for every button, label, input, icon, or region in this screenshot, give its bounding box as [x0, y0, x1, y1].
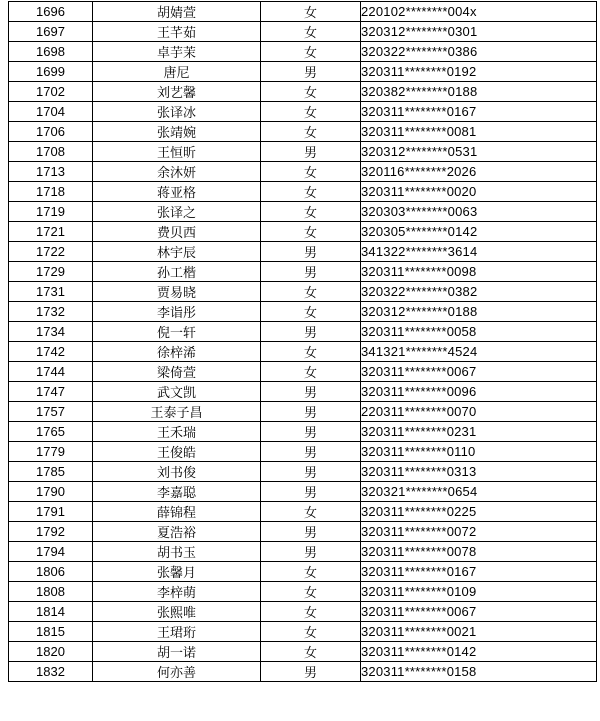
student-id-cell: 1779	[9, 442, 93, 462]
table-row	[9, 182, 597, 202]
id-card-number-cell: 320311********0192	[361, 62, 597, 82]
student-id-cell: 1719	[9, 202, 93, 222]
gender-cell: 女	[261, 562, 361, 582]
id-card-number-cell: 320311********0110	[361, 442, 597, 462]
id-card-number-cell: 320312********0301	[361, 22, 597, 42]
table-row	[9, 582, 597, 602]
table-row	[9, 542, 597, 562]
table-row	[9, 42, 597, 62]
table-row	[9, 142, 597, 162]
student-id-cell: 1721	[9, 222, 93, 242]
student-name-cell: 胡书玉	[93, 542, 261, 562]
gender-cell: 男	[261, 662, 361, 682]
table-row	[9, 2, 597, 22]
id-card-number-cell: 220102********004x	[361, 2, 597, 22]
gender-cell: 女	[261, 82, 361, 102]
gender-cell: 女	[261, 622, 361, 642]
table-row	[9, 82, 597, 102]
student-name-cell: 张译冰	[93, 102, 261, 122]
id-card-number-cell: 320311********0020	[361, 182, 597, 202]
student-name-cell: 徐梓浠	[93, 342, 261, 362]
student-id-cell: 1708	[9, 142, 93, 162]
student-id-cell: 1732	[9, 302, 93, 322]
id-card-number-cell: 320311********0067	[361, 362, 597, 382]
id-card-number-cell: 220311********0070	[361, 402, 597, 422]
gender-cell: 男	[261, 262, 361, 282]
student-id-cell: 1820	[9, 642, 93, 662]
gender-cell: 女	[261, 582, 361, 602]
student-name-cell: 倪一轩	[93, 322, 261, 342]
student-id-cell: 1713	[9, 162, 93, 182]
student-id-cell: 1718	[9, 182, 93, 202]
gender-cell: 男	[261, 62, 361, 82]
table-row	[9, 222, 597, 242]
student-id-cell: 1704	[9, 102, 93, 122]
student-name-cell: 余沐妍	[93, 162, 261, 182]
student-id-cell: 1806	[9, 562, 93, 582]
table-row	[9, 322, 597, 342]
gender-cell: 女	[261, 362, 361, 382]
id-card-number-cell: 341321********4524	[361, 342, 597, 362]
table-row	[9, 202, 597, 222]
id-card-number-cell: 320311********0225	[361, 502, 597, 522]
student-name-cell: 武文凯	[93, 382, 261, 402]
gender-cell: 女	[261, 122, 361, 142]
gender-cell: 女	[261, 202, 361, 222]
table-row	[9, 242, 597, 262]
student-id-cell: 1699	[9, 62, 93, 82]
gender-cell: 男	[261, 462, 361, 482]
student-id-cell: 1792	[9, 522, 93, 542]
table-row	[9, 162, 597, 182]
table-row	[9, 362, 597, 382]
student-name-cell: 孙工楷	[93, 262, 261, 282]
id-card-number-cell: 320311********0021	[361, 622, 597, 642]
student-name-cell: 胡婧萱	[93, 2, 261, 22]
table-row	[9, 102, 597, 122]
student-name-cell: 王禾瑞	[93, 422, 261, 442]
id-card-number-cell: 320303********0063	[361, 202, 597, 222]
table-row	[9, 342, 597, 362]
table-row	[9, 262, 597, 282]
id-card-number-cell: 320311********0078	[361, 542, 597, 562]
id-card-number-cell: 320311********0098	[361, 262, 597, 282]
student-id-cell: 1794	[9, 542, 93, 562]
student-name-cell: 王泰子昌	[93, 402, 261, 422]
student-name-cell: 王珺珩	[93, 622, 261, 642]
student-id-cell: 1698	[9, 42, 93, 62]
gender-cell: 男	[261, 402, 361, 422]
student-id-cell: 1702	[9, 82, 93, 102]
gender-cell: 女	[261, 502, 361, 522]
table-row	[9, 302, 597, 322]
student-id-cell: 1815	[9, 622, 93, 642]
gender-cell: 女	[261, 102, 361, 122]
student-id-cell: 1747	[9, 382, 93, 402]
roster-body	[9, 2, 597, 682]
student-id-cell: 1696	[9, 2, 93, 22]
table-row	[9, 522, 597, 542]
student-name-cell: 张熙唯	[93, 602, 261, 622]
student-id-cell: 1722	[9, 242, 93, 262]
student-name-cell: 王俊皓	[93, 442, 261, 462]
student-id-cell: 1757	[9, 402, 93, 422]
student-id-cell: 1697	[9, 22, 93, 42]
id-card-number-cell: 320321********0654	[361, 482, 597, 502]
table-row	[9, 462, 597, 482]
id-card-number-cell: 320311********0142	[361, 642, 597, 662]
student-id-cell: 1744	[9, 362, 93, 382]
student-name-cell: 李诣彤	[93, 302, 261, 322]
id-card-number-cell: 320311********0109	[361, 582, 597, 602]
gender-cell: 男	[261, 242, 361, 262]
id-card-number-cell: 320322********0386	[361, 42, 597, 62]
student-name-cell: 张靖婉	[93, 122, 261, 142]
id-card-number-cell: 320311********0096	[361, 382, 597, 402]
id-card-number-cell: 320116********2026	[361, 162, 597, 182]
id-card-number-cell: 320311********0313	[361, 462, 597, 482]
id-card-number-cell: 320311********0058	[361, 322, 597, 342]
student-roster-table	[8, 1, 597, 682]
gender-cell: 女	[261, 182, 361, 202]
gender-cell: 男	[261, 142, 361, 162]
student-name-cell: 李嘉聪	[93, 482, 261, 502]
gender-cell: 男	[261, 322, 361, 342]
gender-cell: 女	[261, 222, 361, 242]
student-name-cell: 李梓萌	[93, 582, 261, 602]
student-id-cell: 1790	[9, 482, 93, 502]
student-name-cell: 胡一诺	[93, 642, 261, 662]
id-card-number-cell: 320311********0167	[361, 562, 597, 582]
table-row	[9, 402, 597, 422]
gender-cell: 男	[261, 542, 361, 562]
id-card-number-cell: 320311********0158	[361, 662, 597, 682]
table-row	[9, 22, 597, 42]
table-row	[9, 422, 597, 442]
table-row	[9, 442, 597, 462]
gender-cell: 女	[261, 342, 361, 362]
student-id-cell: 1832	[9, 662, 93, 682]
id-card-number-cell: 320382********0188	[361, 82, 597, 102]
student-name-cell: 唐尼	[93, 62, 261, 82]
student-name-cell: 夏浩裕	[93, 522, 261, 542]
table-row	[9, 502, 597, 522]
gender-cell: 女	[261, 22, 361, 42]
student-name-cell: 张译之	[93, 202, 261, 222]
student-name-cell: 王恒昕	[93, 142, 261, 162]
id-card-number-cell: 320311********0081	[361, 122, 597, 142]
student-name-cell: 张馨月	[93, 562, 261, 582]
gender-cell: 男	[261, 442, 361, 462]
student-name-cell: 薛锦程	[93, 502, 261, 522]
gender-cell: 女	[261, 282, 361, 302]
id-card-number-cell: 320311********0167	[361, 102, 597, 122]
student-id-cell: 1706	[9, 122, 93, 142]
gender-cell: 男	[261, 482, 361, 502]
gender-cell: 男	[261, 422, 361, 442]
table-row	[9, 482, 597, 502]
id-card-number-cell: 320312********0188	[361, 302, 597, 322]
table-row	[9, 642, 597, 662]
table-row	[9, 622, 597, 642]
student-name-cell: 何亦善	[93, 662, 261, 682]
student-id-cell: 1731	[9, 282, 93, 302]
student-name-cell: 刘书俊	[93, 462, 261, 482]
id-card-number-cell: 320311********0072	[361, 522, 597, 542]
student-id-cell: 1814	[9, 602, 93, 622]
table-row	[9, 562, 597, 582]
student-id-cell: 1734	[9, 322, 93, 342]
student-name-cell: 林宇辰	[93, 242, 261, 262]
table-row	[9, 62, 597, 82]
student-name-cell: 卓芋茉	[93, 42, 261, 62]
student-id-cell: 1742	[9, 342, 93, 362]
student-id-cell: 1729	[9, 262, 93, 282]
id-card-number-cell: 320322********0382	[361, 282, 597, 302]
gender-cell: 女	[261, 42, 361, 62]
student-name-cell: 蒋亚格	[93, 182, 261, 202]
student-id-cell: 1785	[9, 462, 93, 482]
id-card-number-cell: 320305********0142	[361, 222, 597, 242]
gender-cell: 女	[261, 2, 361, 22]
student-name-cell: 贾易晓	[93, 282, 261, 302]
table-row	[9, 122, 597, 142]
student-name-cell: 王芊茹	[93, 22, 261, 42]
gender-cell: 女	[261, 162, 361, 182]
gender-cell: 女	[261, 302, 361, 322]
student-name-cell: 梁倚萱	[93, 362, 261, 382]
student-id-cell: 1765	[9, 422, 93, 442]
table-row	[9, 382, 597, 402]
student-name-cell: 费贝西	[93, 222, 261, 242]
table-row	[9, 662, 597, 682]
gender-cell: 女	[261, 602, 361, 622]
table-row	[9, 602, 597, 622]
student-name-cell: 刘艺馨	[93, 82, 261, 102]
gender-cell: 女	[261, 642, 361, 662]
student-id-cell: 1808	[9, 582, 93, 602]
gender-cell: 男	[261, 522, 361, 542]
table-row	[9, 282, 597, 302]
id-card-number-cell: 341322********3614	[361, 242, 597, 262]
gender-cell: 男	[261, 382, 361, 402]
id-card-number-cell: 320311********0067	[361, 602, 597, 622]
id-card-number-cell: 320311********0231	[361, 422, 597, 442]
student-id-cell: 1791	[9, 502, 93, 522]
id-card-number-cell: 320312********0531	[361, 142, 597, 162]
